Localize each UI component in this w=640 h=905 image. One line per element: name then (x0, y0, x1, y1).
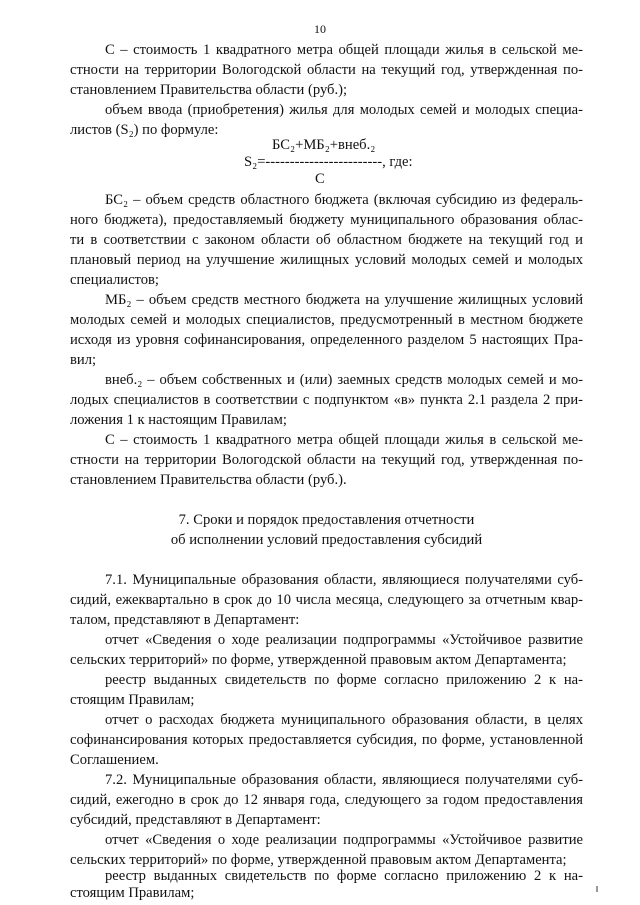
text-line: стности на территории Вологодской области на текущий год, утвержденная по- (70, 62, 583, 78)
text-line: талом, представляют в Департамент: (70, 612, 300, 628)
text-line: вил; (70, 352, 97, 368)
text-line: сидий, ежеквартально в срок до 10 числа месяца, следующего за отчетным квар- (70, 592, 583, 608)
text-line: стоящим Правилам; (70, 692, 195, 708)
text-line: отчет о расходах бюджета муниципального образования области, в целях (105, 712, 583, 728)
text-line: сидий, ежегодно в срок до 12 января года, следующего за годом предоставления (70, 792, 583, 808)
text-line: С – стоимость 1 квадратного метра общей площади жилья в сельской ме- (105, 42, 583, 58)
text-line: ти в соответствии с законом области об областном бюджете на текущий год и (70, 232, 583, 248)
text-line: реестр выданных свидетельств по форме согласно приложению 2 к на- (105, 672, 583, 688)
text-line: субсидий, представляют в Департамент: (70, 812, 321, 828)
formula-numerator: БС₂+МБ₂+внеб.₂ (272, 137, 376, 153)
text-line: софинансирования которых предоставляется субсидия, по форме, установленной (70, 732, 583, 748)
text-line: объем ввода (приобретения) жилья для молодых семей и молодых специа- (105, 102, 583, 118)
text-line: плановый период на улучшение жилищных условий молодых семей и молодых (70, 252, 583, 268)
text-line: стности на территории Вологодской области на текущий год, утвержденная по- (70, 452, 583, 468)
section-heading: об исполнении условий предоставления субсидий (170, 532, 483, 548)
text-line: сельских территорий» по форме, утвержденной правовым актом Департамента; (70, 652, 567, 668)
text-line: ложения 1 к настоящим Правилам; (70, 412, 287, 428)
text-line: сельских территорий» по форме, утвержденной правовым актом Департамента; (70, 852, 567, 868)
text-line: специалистов; (70, 272, 159, 288)
text-line: Соглашением. (70, 752, 159, 768)
text-line: лодых специалистов в соответствии с подпунктом «в» пункта 2.1 раздела 2 при- (70, 392, 583, 408)
text-line: исходя из уровня софинансирования, определенного разделом 5 настоящих Пра- (70, 332, 583, 348)
text-line: молодых семей и молодых специалистов, предусмотренный в местном бюджете (70, 312, 583, 328)
text-line: 7.1. Муниципальные образования области, являющиеся получателями суб- (105, 572, 583, 588)
text-line: стоящим Правилам; (70, 885, 195, 901)
section-heading: 7. Сроки и порядок предоставления отчетности (178, 512, 475, 528)
text-line: С – стоимость 1 квадратного метра общей площади жилья в сельской ме- (105, 432, 583, 448)
text-line: реестр выданных свидетельств по форме согласно приложению 2 к на- (105, 868, 583, 884)
text-line: отчет «Сведения о ходе реализации подпрограммы «Устойчивое развитие (105, 632, 583, 648)
scan-mark (596, 886, 598, 892)
text-line: становлением Правительства области (руб.). (70, 472, 347, 488)
text-line: листов (S₂) по формуле: (70, 122, 219, 138)
text-line: МБ₂ – объем средств местного бюджета на улучшение жилищных условий (105, 292, 583, 308)
text-line: внеб.₂ – объем собственных и (или) заемных средств молодых семей и мо- (105, 372, 583, 388)
page-number: 10 (314, 22, 326, 36)
formula-main: S₂=------------------------, где: (244, 154, 413, 170)
text-line: становлением Правительства области (руб.); (70, 82, 348, 98)
formula-denominator: С (315, 171, 325, 187)
text-line: ного бюджета), предоставляемый бюджету муниципального образования облас- (70, 212, 583, 228)
text-line: 7.2. Муниципальные образования области, являющиеся получателями суб- (105, 772, 583, 788)
text-line: отчет «Сведения о ходе реализации подпрограммы «Устойчивое развитие (105, 832, 583, 848)
text-line: БС₂ – объем средств областного бюджета (включая субсидию из федераль- (105, 192, 583, 208)
